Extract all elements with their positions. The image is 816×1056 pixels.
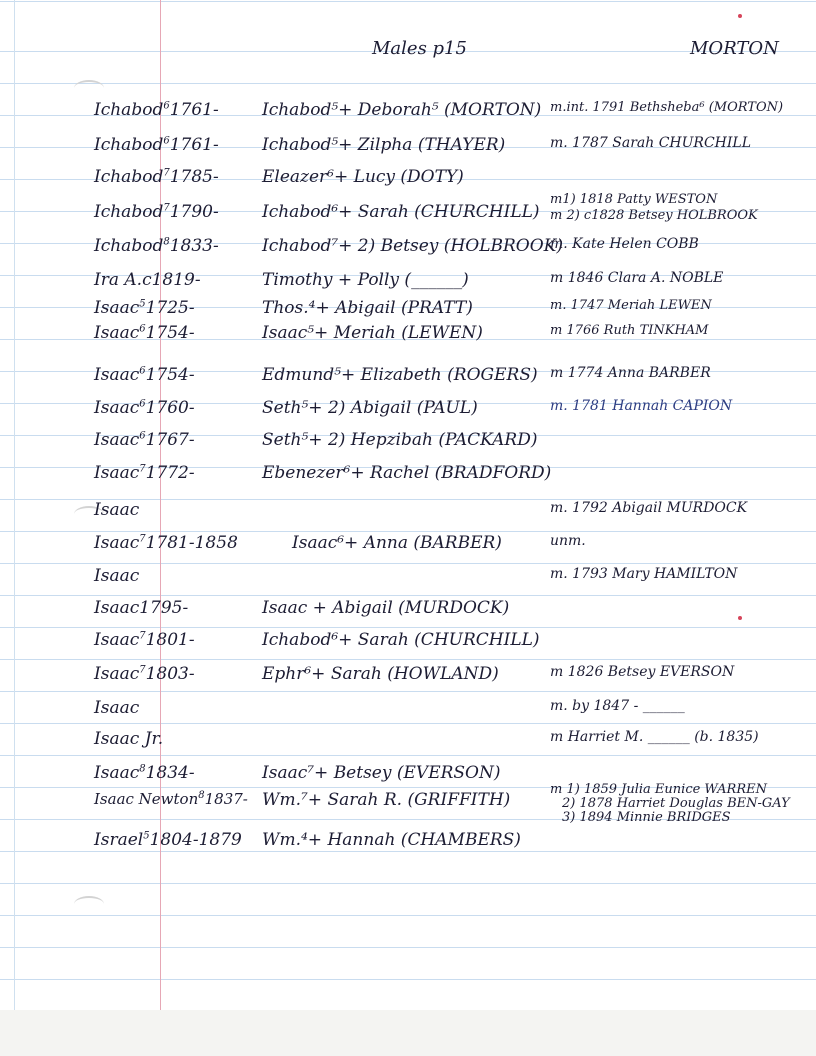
entry-row (0, 533, 816, 563)
entry-years: 1790- (169, 202, 219, 222)
entry-generation: 7 (163, 167, 170, 179)
entry-parents: Ichabod⁵+ Deborah⁵ (MORTON) (262, 100, 542, 120)
entry-name: Isaac Newton (94, 790, 199, 808)
entry-parents: Ebenezer⁶+ Rachel (BRADFORD) (262, 463, 552, 483)
entry-name: Isaac (94, 323, 140, 343)
entry-years: 1754- (145, 365, 195, 385)
entry-generation: 5 (139, 298, 146, 310)
header-left: Males p15 (372, 38, 467, 59)
entry-row (0, 729, 816, 759)
entry-row (0, 100, 816, 130)
entry-generation: 6 (139, 365, 146, 377)
entry-years: 1785- (169, 167, 219, 187)
red-dot (738, 14, 742, 18)
entry-name: Israel (94, 830, 144, 850)
entry-parents: Isaac⁵+ Meriah (LEWEN) (262, 323, 483, 343)
entry-generation: 8 (139, 763, 146, 775)
entry-years: 1837- (204, 790, 248, 808)
entry-years: 1804-1879 (149, 830, 242, 850)
entry-spouse: m. by 1847 - ______ (550, 698, 685, 714)
entry-name: Isaac (94, 630, 140, 650)
entry-spouse: m1) 1818 Patty WESTON (550, 192, 718, 207)
entry-name: Isaac Jr. (94, 729, 164, 749)
entry-parents: Wm.⁴+ Hannah (CHAMBERS) (262, 830, 521, 850)
entry-generation: 7 (163, 202, 170, 214)
entry-years: 1833- (169, 236, 219, 256)
entry-row (0, 566, 816, 596)
entry-row (0, 463, 816, 493)
entry-generation: 7 (139, 664, 146, 676)
entry-parents: Ichabod⁶+ Sarah (CHURCHILL) (262, 202, 540, 222)
entry-spouse-3: 3) 1894 Minnie BRIDGES (562, 810, 731, 825)
entry-years: 1767- (145, 430, 195, 450)
entry-row (0, 698, 816, 728)
entry-parents: Eleazer⁶+ Lucy (DOTY) (262, 167, 464, 187)
entry-generation: 6 (163, 100, 170, 112)
entry-row (0, 782, 816, 825)
entry-spouse: m 1774 Anna BARBER (550, 365, 711, 381)
entry-row (0, 398, 816, 428)
entry-name: Isaac (94, 298, 140, 318)
entry-name: Ichabod (94, 100, 164, 120)
entry-years: 1761- (169, 100, 219, 120)
entry-parents: Isaac⁶+ Anna (BARBER) (292, 533, 502, 553)
entry-row (0, 236, 816, 266)
entry-generation: 6 (139, 430, 146, 442)
entry-generation: 8 (163, 236, 170, 248)
entry-name: Ichabod (94, 167, 164, 187)
entry-years: 1795- (139, 598, 189, 618)
entry-name: Isaac (94, 500, 140, 520)
entry-parents: Ichabod⁵+ Zilpha (THAYER) (262, 135, 506, 155)
entry-row (0, 135, 816, 165)
entry-spouse: m. 1787 Sarah CHURCHILL (550, 135, 752, 151)
entry-spouse-2: 2) 1878 Harriet Douglas BEN-GAY (562, 796, 790, 811)
entry-row (0, 830, 816, 860)
entry-name: Isaac (94, 763, 140, 783)
entry-parents: Isaac⁷+ Betsey (EVERSON) (262, 763, 501, 783)
entry-generation: 7 (139, 463, 146, 475)
entry-years: 1725- (145, 298, 195, 318)
entry-row (0, 630, 816, 660)
entry-generation: 7 (139, 533, 146, 545)
entry-parents: Seth⁵+ 2) Hepzibah (PACKARD) (262, 430, 538, 450)
entry-generation: 6 (163, 135, 170, 147)
entry-spouse: unm. (550, 533, 586, 549)
entry-row (0, 323, 816, 353)
entry-spouse: m. 1792 Abigail MURDOCK (550, 500, 748, 516)
punch-hole (74, 896, 104, 912)
entry-parents: Isaac + Abigail (MURDOCK) (262, 598, 510, 618)
entry-name: Isaac (94, 463, 140, 483)
entry-years: 1760- (145, 398, 195, 418)
entry-spouse: m 1) 1859 Julia Eunice WARREN (550, 782, 767, 797)
entry-name: Ichabod (94, 135, 164, 155)
entry-spouse: m. 1747 Meriah LEWEN (550, 298, 712, 313)
entry-parents: Timothy + Polly (______) (262, 270, 469, 290)
entry-parents: Wm.⁷+ Sarah R. (GRIFFITH) (262, 790, 511, 810)
entry-parents: Ichabod⁷+ 2) Betsey (HOLBROOK) (262, 236, 563, 256)
entry-name: Isaac (94, 664, 140, 684)
entry-name: Ira A. (94, 270, 143, 290)
entry-spouse: m 1826 Betsey EVERSON (550, 664, 735, 680)
entry-years: 1834- (145, 763, 195, 783)
entry-years: c1819- (142, 270, 201, 290)
entry-spouse: m. 1781 Hannah CAPION (550, 398, 733, 414)
entry-name: Isaac (94, 365, 140, 385)
entry-name: Isaac (94, 398, 140, 418)
entry-name: Isaac (94, 698, 140, 718)
entry-row (0, 500, 816, 530)
entry-row (0, 270, 816, 300)
entry-name: Ichabod (94, 202, 164, 222)
entry-name: Isaac (94, 566, 140, 586)
entry-spouse: m. Kate Helen COBB (550, 236, 699, 252)
entry-years: 1803- (145, 664, 195, 684)
entry-years: 1801- (145, 630, 195, 650)
entry-row (0, 365, 816, 395)
header-right: MORTON (690, 38, 779, 59)
entry-parents: Seth⁵+ 2) Abigail (PAUL) (262, 398, 478, 418)
entry-generation: 7 (139, 630, 146, 642)
entry-spouse: m Harriet M. ______ (b. 1835) (550, 729, 759, 745)
entry-row (0, 664, 816, 694)
entry-parents: Thos.⁴+ Abigail (PRATT) (262, 298, 473, 318)
entry-row (0, 430, 816, 460)
entry-years: 1754- (145, 323, 195, 343)
entry-years: 1772- (145, 463, 195, 483)
entry-generation: 6 (139, 323, 146, 335)
entry-spouse: m 1766 Ruth TINKHAM (550, 323, 709, 338)
entry-generation: 5 (143, 830, 150, 842)
entry-years: 1781-1858 (145, 533, 238, 553)
entry-generation: 8 (198, 790, 205, 801)
entry-name: Isaac (94, 430, 140, 450)
entry-name: Ichabod (94, 236, 164, 256)
entry-name: Isaac (94, 598, 140, 618)
entry-parents: Edmund⁵+ Elizabeth (ROGERS) (262, 365, 538, 385)
punch-hole (74, 80, 104, 96)
entry-spouse: m.int. 1791 Bethsheba⁶ (MORTON) (550, 100, 784, 115)
entry-years: 1761- (169, 135, 219, 155)
entry-row (0, 598, 816, 628)
entry-row (0, 192, 816, 232)
entry-spouse: m. 1793 Mary HAMILTON (550, 566, 738, 582)
entry-parents: Ephr⁶+ Sarah (HOWLAND) (262, 664, 499, 684)
entry-name: Isaac (94, 533, 140, 553)
entry-parents: Ichabod⁶+ Sarah (CHURCHILL) (262, 630, 540, 650)
entry-spouse: m 1846 Clara A. NOBLE (550, 270, 724, 286)
entry-generation: 6 (139, 398, 146, 410)
entry-spouse-2: m 2) c1828 Betsey HOLBROOK (550, 208, 758, 223)
